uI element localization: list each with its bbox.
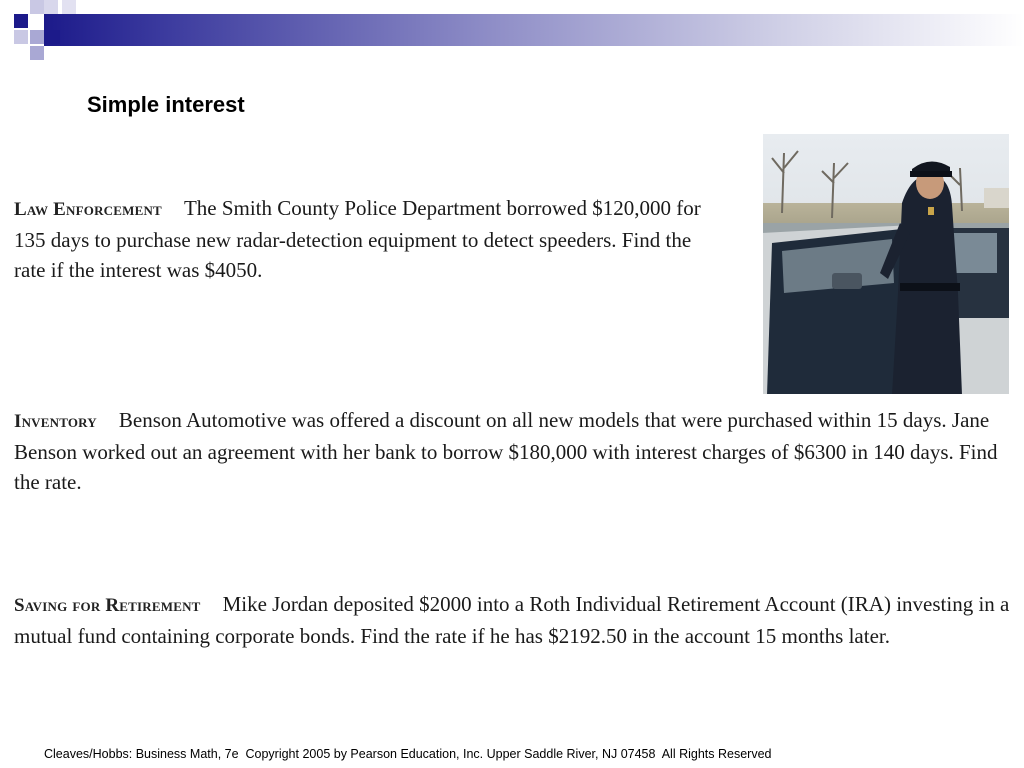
slide-title: Simple interest <box>87 92 245 117</box>
decor-square-light <box>14 30 28 44</box>
problem-text: Benson Automotive was offered a discount on all new models that were purchased within 15 days. Jane Benson worked out an agreement with her bank to borrow $180,000 with interest charges of $6300 in 140 days. Find the rate. <box>14 408 998 494</box>
decor-square-mid <box>30 46 44 60</box>
decor-square-light <box>62 0 76 14</box>
police-officer-photo <box>762 133 1010 395</box>
problem-law-enforcement <box>14 193 714 285</box>
problem-inventory <box>14 405 1014 497</box>
header-gradient-band <box>44 14 1024 46</box>
title-bar-decoration <box>0 0 1024 62</box>
problem-text: Mike Jordan deposited $2000 into a Roth Individual Retirement Account (IRA) investing in a mutual fund containing corporate bonds. Find the rate if he has $2192.50 in the account 15 months later. <box>14 592 1010 648</box>
decor-square-light <box>44 0 58 14</box>
decor-square-dark <box>14 14 28 28</box>
problem-label: Saving for Retirement <box>14 595 201 616</box>
decor-square-mid <box>30 30 44 44</box>
copyright-footer: Cleaves/Hobbs: Business Math, 7e Copyright 2005 by Pearson Education, Inc. Upper Saddle River, NJ 07458 All Rights Reserved <box>44 747 772 761</box>
problem-label: Law Enforcement <box>14 199 162 220</box>
decor-square-dark <box>46 30 60 44</box>
problem-label: Inventory <box>14 411 97 432</box>
problem-text: The Smith County Police Department borrowed $120,000 for 135 days to purchase new radar-detection equipment to detect speeders. Find the rate if the interest was $4050. <box>14 196 701 282</box>
decor-square-light <box>30 0 44 14</box>
problem-saving-for-retirement <box>14 589 1014 651</box>
